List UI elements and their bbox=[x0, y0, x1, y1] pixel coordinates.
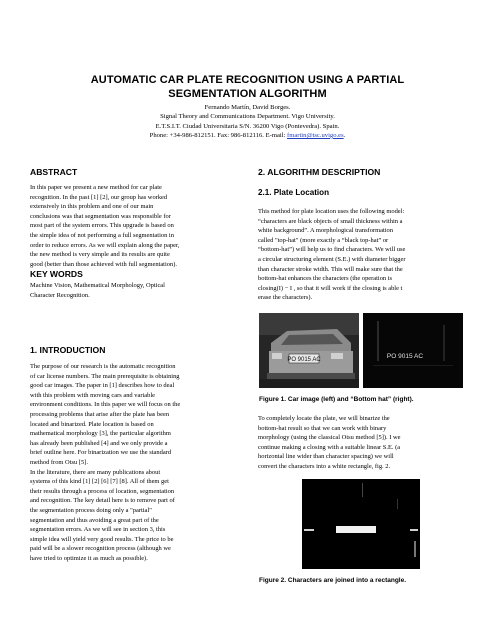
intro-line: their results through a process of location, segmentation bbox=[30, 487, 175, 495]
abstract-heading: ABSTRACT bbox=[30, 167, 78, 177]
algorithm-line: closing(I) − I , so that it will work if the closing is able t bbox=[258, 284, 403, 292]
intro-line: has already been published [4] and we only provide a bbox=[30, 439, 168, 447]
algorithm-line: erase the characters). bbox=[258, 294, 313, 302]
algorithm-line: white background”. A morphological transformation bbox=[258, 227, 393, 235]
keywords-line: Machine Vision, Mathematical Morphology, Optical bbox=[30, 282, 165, 289]
intro-line: of car license numbers. The main prerequisite is obtaining bbox=[30, 372, 180, 380]
abstract-line: good (better than those achieved with full segmentation). bbox=[30, 260, 177, 268]
intro-line: environment conditions. In this paper we will focus on the bbox=[30, 401, 181, 409]
abstract-line: most part of the system errors. This upgrade is based on bbox=[30, 222, 174, 230]
algorithm-line: bottom-hat enhances the characters (the operation is bbox=[258, 275, 393, 283]
author-names: Fernando Martín, David Borges. bbox=[204, 104, 291, 111]
algorithm-line-2: morphology (using the classical Otsu method [5]). I we bbox=[258, 434, 401, 442]
intro-line: located and binarized. Plate location is based on bbox=[30, 420, 154, 428]
intro-line: The purpose of our research is the automatic recognition bbox=[30, 363, 176, 370]
algorithm-line: This method for plate location uses the following model: bbox=[258, 208, 405, 215]
algorithm-heading: 2. ALGORITHM DESCRIPTION bbox=[258, 167, 381, 177]
introduction-text bbox=[30, 362, 237, 563]
intro-line: systems of this kind [1] [2] [6] [7] [8]. All of them get bbox=[30, 478, 169, 486]
algorithm-line-2: continue making a closing with a suitable linear S.E. (a bbox=[258, 443, 401, 451]
intro-line: method from Otsu [5]. bbox=[30, 458, 88, 466]
rectangle-image bbox=[302, 479, 420, 569]
abstract-line: conclusions was that segmentation was responsible for bbox=[30, 212, 171, 220]
paper-title bbox=[40, 73, 455, 101]
intro-line: segmentation errors. As we will see in section 3, this bbox=[30, 526, 166, 534]
keywords-text bbox=[30, 281, 237, 300]
bottom-hat-drawing bbox=[363, 313, 463, 388]
title-line-1: AUTOMATIC CAR PLATE RECOGNITION USING A PARTIAL bbox=[90, 74, 405, 86]
algorithm-line-2: bottom-hat result so that we can work with binary bbox=[258, 424, 387, 432]
abstract-line: In this paper we present a new method for car plate bbox=[30, 184, 162, 191]
intro-line: the segmentation process doing only a "partial" bbox=[30, 506, 152, 514]
abstract-line: the new method is very simple and its results are quite bbox=[30, 251, 170, 259]
algorithm-line: than character stroke width. This will make sure that the bbox=[258, 265, 403, 273]
intro-line: processing problems that arise after the plate has been bbox=[30, 410, 170, 418]
author-address: E.T.S.I.T. Ciudad Universitaria S/N. 36200 Vigo (Pontevedra). Spain. bbox=[155, 122, 340, 130]
algorithm-line: “bottom-hat”) will help us to find characters. We will use bbox=[258, 246, 406, 254]
intro-line: mathematical morphology [3], the particular algorithm bbox=[30, 430, 171, 438]
svg-text:PO 9015 AC: PO 9015 AC bbox=[287, 357, 321, 363]
title-line-2: SEGMENTATION ALGORITHM bbox=[168, 88, 327, 100]
author-phone: Phone: +34-986-812151. Fax: 986-812116. E-mail: bbox=[149, 131, 288, 139]
intro-line: brief outline here. For binarization we use the standard bbox=[30, 449, 172, 457]
figure-1-caption: Figure 1. Car image (left) and “Bottom hat” (right). bbox=[259, 396, 414, 403]
algorithm-line: “characters are black objects of small thickness within a bbox=[258, 217, 403, 225]
plate-location-subheading: 2.1. Plate Location bbox=[258, 188, 330, 197]
intro-line: have tried to optimize it as much as possible). bbox=[30, 554, 148, 562]
algorithm-line-2: convert the characters into a white rectangle, fig. 2. bbox=[258, 462, 391, 470]
intro-line: In the literature, there are many publications about bbox=[30, 468, 161, 476]
plate-location-text bbox=[258, 207, 466, 303]
abstract-text bbox=[30, 183, 237, 269]
abstract-line: recognition. In the past [1] [2], our group has worked bbox=[30, 193, 168, 201]
keywords-line: Character Recognition. bbox=[30, 291, 90, 299]
figure-2-caption: Figure 2. Characters are joined into a rectangle. bbox=[259, 577, 407, 584]
car-image bbox=[259, 313, 359, 388]
author-contact: Phone: +34-986-812151. Fax: 986-812116. E-mail: fmartin@tsc.uvigo.es. bbox=[149, 131, 346, 139]
keywords-heading: KEY WORDS bbox=[30, 269, 83, 279]
algorithm-line-2: horizontal line wider than character spacing) we will bbox=[258, 453, 394, 461]
algorithm-line: a circular structuring element (S.E.) with diameter bigger bbox=[258, 255, 406, 263]
algorithm-line-2: To completely locate the plate, we will binarize the bbox=[258, 415, 390, 422]
intro-line: good car images. The paper in [1] describes how to deal bbox=[30, 382, 175, 390]
author-block bbox=[40, 103, 455, 140]
abstract-line: the simple idea of not performing a full segmentation in bbox=[30, 231, 174, 239]
plate-text: PO 9015 AC bbox=[386, 353, 424, 360]
rectangle-drawing bbox=[302, 479, 420, 569]
binarize-text bbox=[258, 414, 466, 472]
algorithm-line: called "top-hat" (more exactly a “black top-hat” or bbox=[258, 236, 389, 244]
intro-line: and recognition. The key detail here is to remove part of bbox=[30, 497, 175, 505]
author-department: Signal Theory and Communications Department. Vigo University. bbox=[160, 113, 335, 121]
bottom-hat-image bbox=[363, 313, 463, 388]
intro-line: segmentation and thus avoiding a great part of the bbox=[30, 516, 159, 524]
abstract-line: order to reduce errors. As we will explain along the paper, bbox=[30, 241, 180, 249]
car-image-drawing bbox=[259, 313, 359, 388]
intro-line: paid will be a slower recognition process (although we bbox=[30, 545, 171, 553]
email-link[interactable]: fmartin@tsc.uvigo.es bbox=[287, 131, 344, 139]
intro-line: with this problem with moving cars and variable bbox=[30, 391, 155, 399]
introduction-heading: 1. INTRODUCTION bbox=[30, 345, 106, 355]
abstract-line: extensively in this problem and one of our main bbox=[30, 203, 154, 211]
intro-line: simple idea will yield very good results. The price to be bbox=[30, 535, 174, 543]
